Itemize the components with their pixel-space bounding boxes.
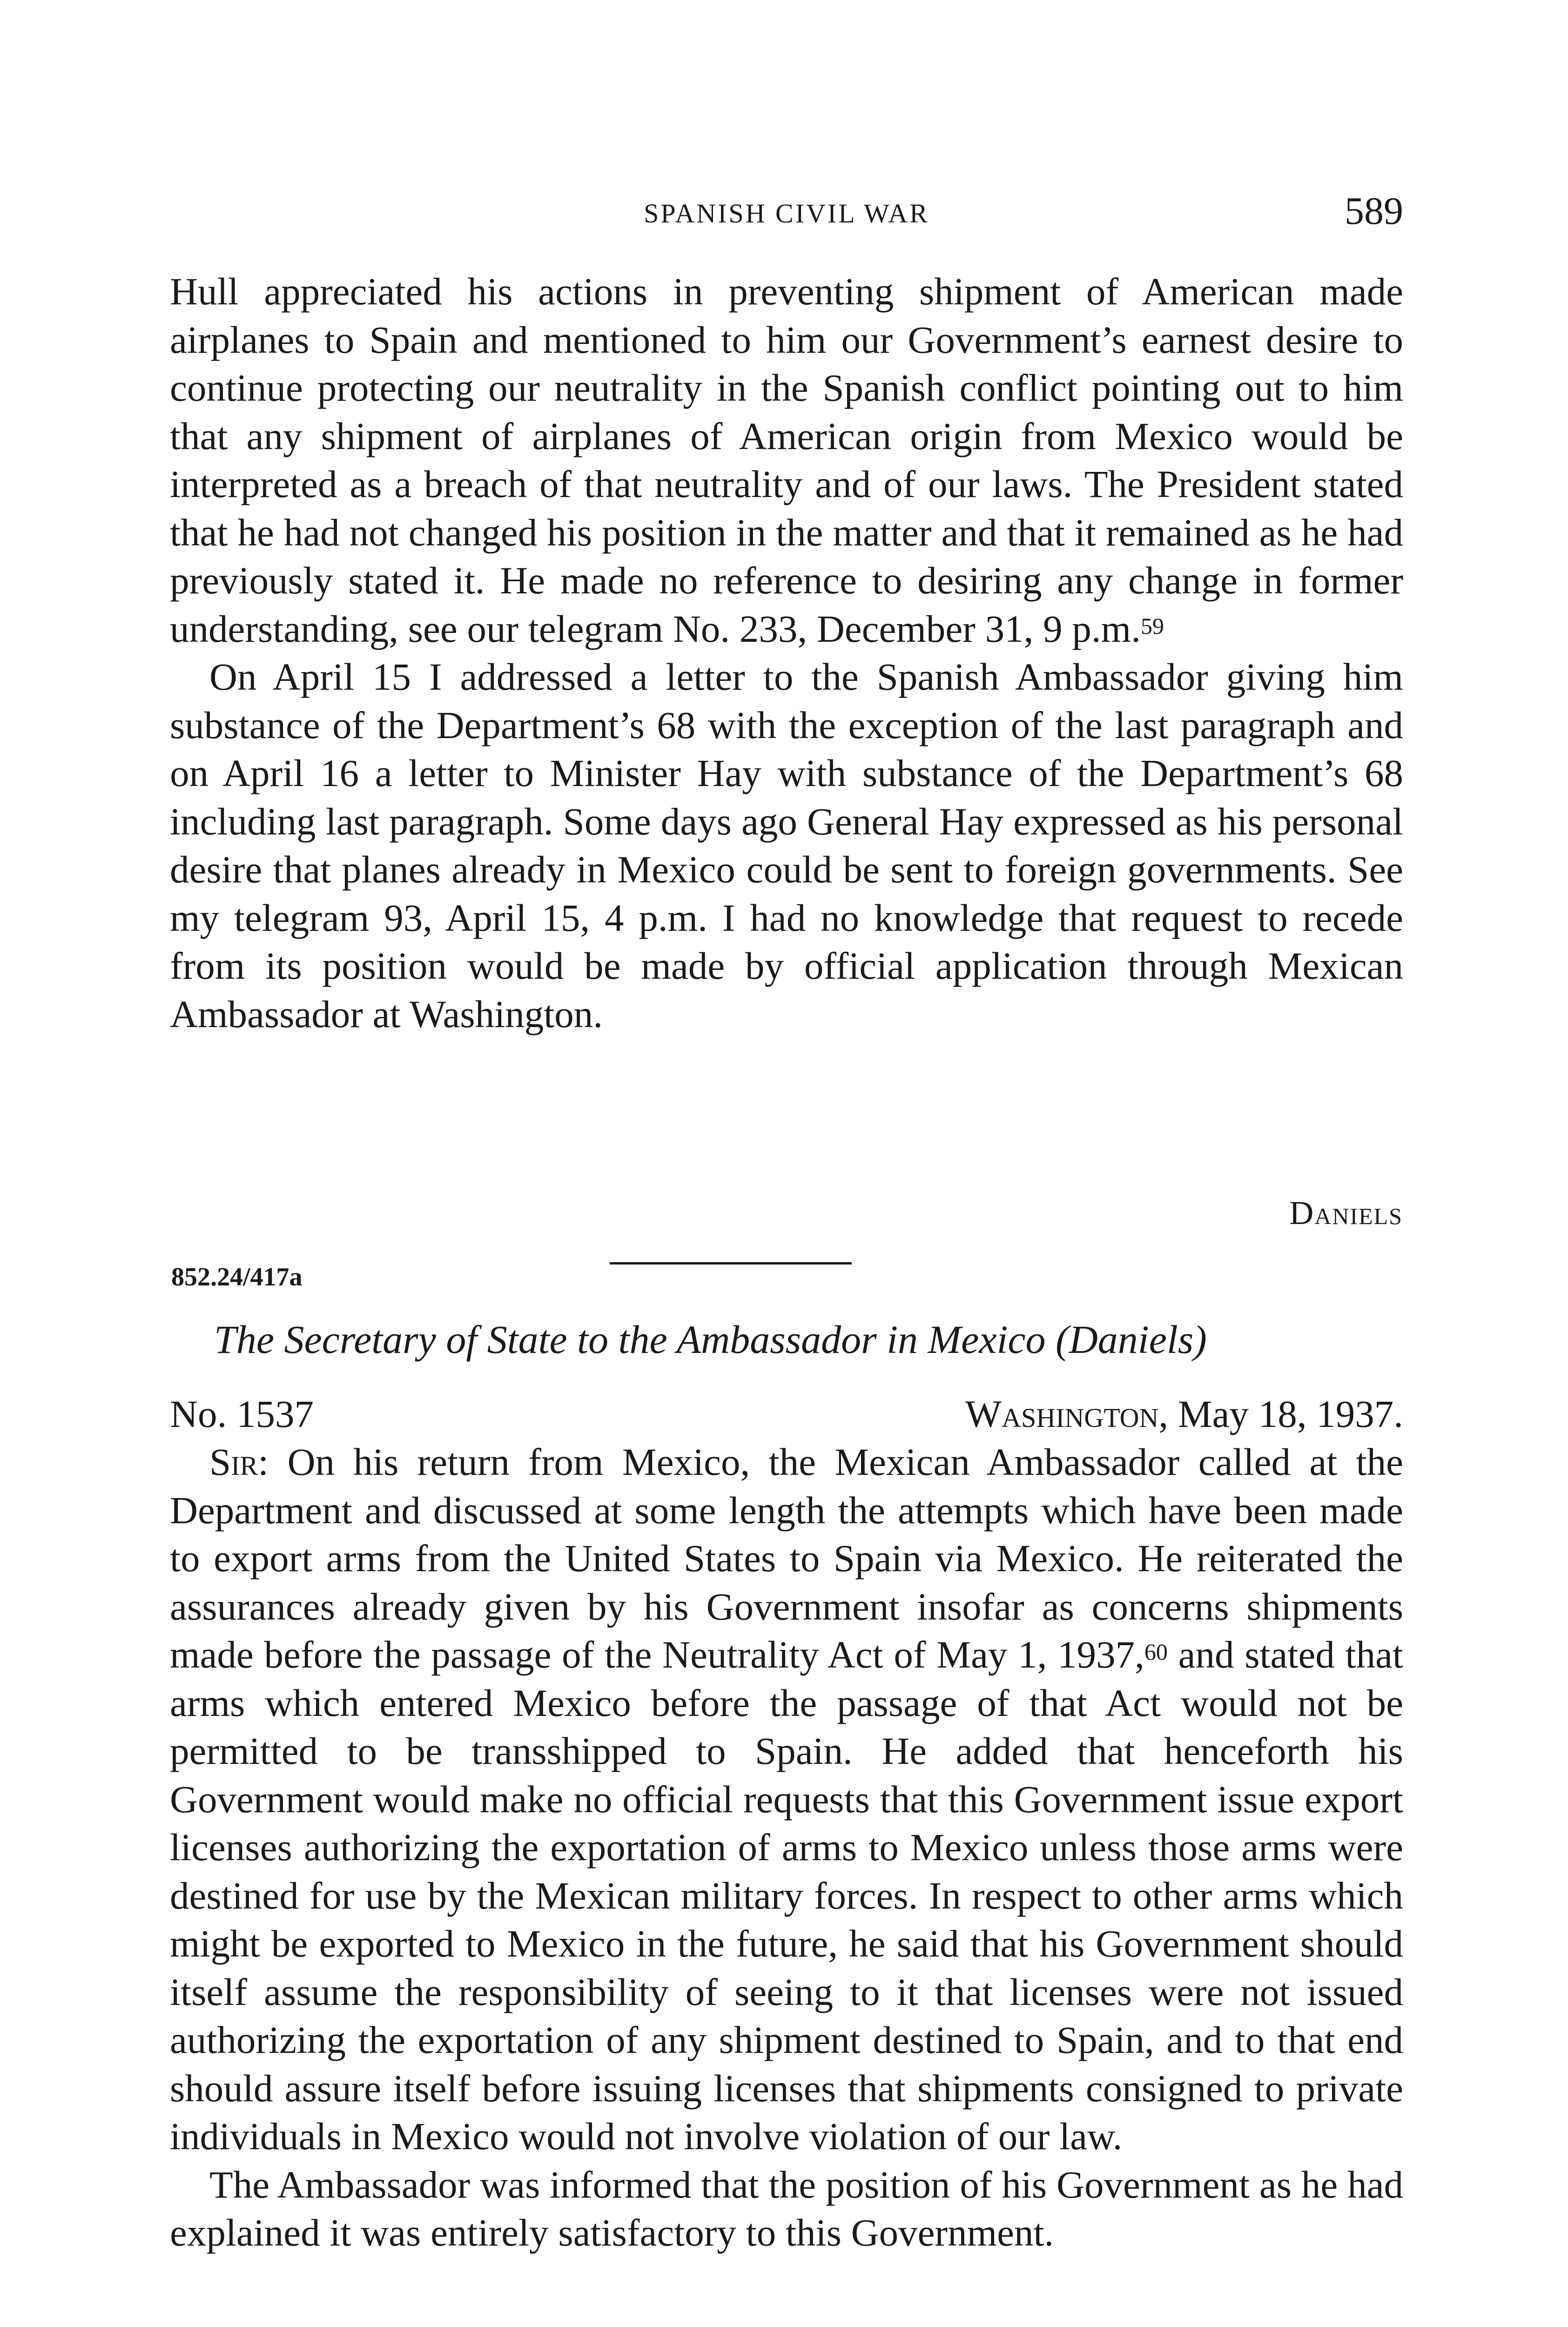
- document-title: The Secretary of State to the Ambassador in Mexico (Daniels): [214, 1317, 1207, 1362]
- salutation: Sir:: [209, 1440, 269, 1483]
- paragraph-text: On his return from Mexico, the Mexican Ambassador called at the Department and discussed at some length the attempts which have been made to export arms from the United States to Spain via Mexico. He reiterated the assurances already given by his Government insofar as concerns shipments made before the passage of the Neutrality Act of May 1, 1937,: [170, 1440, 1403, 1676]
- running-head: SPANISH CIVIL WAR: [644, 198, 929, 229]
- footnote-ref-59: 59: [1140, 612, 1164, 639]
- footnote-ref-60: 60: [1144, 1639, 1168, 1665]
- file-number: 852.24/417a: [171, 1263, 303, 1291]
- paragraph-text-cont: and stated that arms which entered Mexico before the passage of that Act would not be permitted to be transshipped to Spain. He added that henceforth his Government would make no official requests that this Government issue export licenses authorizing the exportation of arms to Mexico unless those arms were destined for use by the Mexican military forces. In respect to other arms which might be exported to Mexico in the future, he said that his Government should itself assume the responsibility of seeing to it that licenses were not issued authorizing the exportation of any shipment destined to Spain, and to that end should assure itself before issuing licenses that shipments consigned to private individuals in Mexico would not involve violation of our law.: [170, 1633, 1403, 2158]
- page-number: 589: [1345, 189, 1403, 233]
- letter-body: [170, 1438, 1403, 2257]
- signature-daniels: Daniels: [1289, 1194, 1403, 1231]
- page-header: [170, 188, 1403, 240]
- document-place: Washington,: [965, 1392, 1169, 1435]
- document-number: No. 1537: [170, 1392, 314, 1435]
- continuation-paragraph-2: On April 15 I addressed a letter to the Spanish Ambassador giving him substance of the Department’s 68 with the exception of the last paragraph and on April 16 a letter to Minister Hay with substance of the Department’s 68 including last paragraph. Some days ago General Hay expressed as his personal desire that planes already in Mexico could be sent to foreign governments. See my telegram 93, April 15, 4 p.m. I had no knowledge that request to recede from its position would be made by official application through Mexican Ambassador at Washington.: [170, 655, 1403, 1036]
- document-date: May 18, 1937.: [1178, 1392, 1403, 1435]
- paragraph-text: Hull appreciated his actions in preventing shipment of American made airplanes to Spain and mentioned to him our Government’s earnest desire to continue protecting our neutrality in the Spanish conflict pointing out to him that any shipment of airplanes of American origin from Mexico would be interpreted as a breach of that neutrality and of our laws. The President stated that he had not changed his position in the matter and that it remained as he had previously stated it. He made no reference to desiring any change in former understanding, see our telegram No. 233, December 31, 9 p.m.: [170, 270, 1403, 650]
- continuation-text: [170, 268, 1403, 1038]
- place-date: [965, 1392, 1403, 1436]
- letter-paragraph-2: The Ambassador was informed that the position of his Government as he had explained it was entirely satisfactory to this Government.: [170, 2163, 1403, 2254]
- continuation-paragraph-1: [170, 268, 1403, 653]
- letter-paragraph-1: [170, 1438, 1403, 2161]
- document-number-line: [170, 1392, 1403, 1438]
- section-divider: [610, 1262, 852, 1264]
